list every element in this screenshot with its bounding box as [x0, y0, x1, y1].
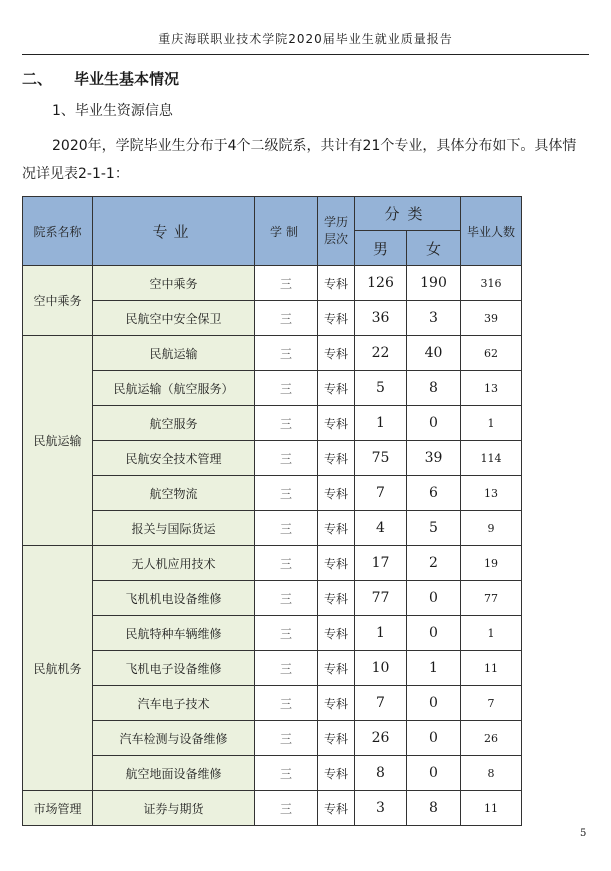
subsection-title: 1、毕业生资源信息: [52, 103, 173, 119]
cell-system: 三: [255, 406, 318, 441]
cell-female: 39: [407, 441, 461, 476]
cell-major: 民航运输: [93, 336, 255, 371]
cell-female: 5: [407, 511, 461, 546]
cell-level: 专科: [318, 476, 355, 511]
table-body: [23, 266, 522, 826]
header-major: 专业: [93, 197, 255, 266]
cell-system: 三: [255, 266, 318, 301]
cell-system: 三: [255, 476, 318, 511]
table-row: [23, 721, 522, 756]
cell-total: 9: [461, 511, 522, 546]
table-row: [23, 756, 522, 791]
cell-total: 114: [461, 441, 522, 476]
cell-total: 77: [461, 581, 522, 616]
cell-level: 专科: [318, 581, 355, 616]
cell-level: 专科: [318, 511, 355, 546]
cell-level: 专科: [318, 756, 355, 791]
cell-female: 1: [407, 651, 461, 686]
header-total: 毕业人数: [461, 197, 522, 266]
cell-male: 75: [355, 441, 407, 476]
cell-level: 专科: [318, 336, 355, 371]
cell-system: 三: [255, 616, 318, 651]
cell-major: 民航运输（航空服务）: [93, 371, 255, 406]
cell-major: 民航安全技术管理: [93, 441, 255, 476]
section-number: 二、: [22, 70, 53, 88]
cell-total: 11: [461, 791, 522, 826]
document-header: 重庆海联职业技术学院2020届毕业生就业质量报告: [158, 32, 453, 46]
cell-total: 8: [461, 756, 522, 791]
table-row: [23, 336, 522, 371]
cell-major: 飞机机电设备维修: [93, 581, 255, 616]
cell-system: 三: [255, 301, 318, 336]
cell-female: 0: [407, 686, 461, 721]
cell-level: 专科: [318, 406, 355, 441]
table-row: [23, 371, 522, 406]
cell-level: 专科: [318, 651, 355, 686]
cell-female: 0: [407, 721, 461, 756]
cell-male: 1: [355, 406, 407, 441]
cell-major: 无人机应用技术: [93, 546, 255, 581]
cell-total: 19: [461, 546, 522, 581]
table-row: [23, 616, 522, 651]
cell-major: 报关与国际货运: [93, 511, 255, 546]
cell-male: 1: [355, 616, 407, 651]
cell-major: 航空服务: [93, 406, 255, 441]
cell-level: 专科: [318, 721, 355, 756]
cell-total: 11: [461, 651, 522, 686]
cell-major: 航空物流: [93, 476, 255, 511]
cell-female: 0: [407, 756, 461, 791]
cell-female: 8: [407, 371, 461, 406]
cell-total: 26: [461, 721, 522, 756]
cell-total: 316: [461, 266, 522, 301]
cell-system: 三: [255, 651, 318, 686]
cell-system: 三: [255, 686, 318, 721]
cell-major: 飞机电子设备维修: [93, 651, 255, 686]
cell-total: 13: [461, 371, 522, 406]
cell-dept: 民航运输: [23, 336, 93, 546]
table-row: [23, 581, 522, 616]
header-rule: [22, 54, 589, 55]
cell-dept: 空中乘务: [23, 266, 93, 336]
cell-major: 汽车电子技术: [93, 686, 255, 721]
table-row: [23, 686, 522, 721]
cell-system: 三: [255, 371, 318, 406]
body-paragraph: 2020年，学院毕业生分布于4个二级院系，共计有21个专业，具体分布如下。具体情况详见表2-1-1：: [22, 138, 577, 182]
cell-total: 1: [461, 406, 522, 441]
cell-male: 8: [355, 756, 407, 791]
cell-level: 专科: [318, 441, 355, 476]
cell-dept: 民航机务: [23, 546, 93, 791]
cell-system: 三: [255, 581, 318, 616]
cell-male: 5: [355, 371, 407, 406]
cell-female: 2: [407, 546, 461, 581]
table-row: [23, 266, 522, 301]
header-female: 女: [407, 231, 461, 266]
cell-level: 专科: [318, 371, 355, 406]
section-title: [22, 68, 179, 89]
cell-male: 126: [355, 266, 407, 301]
cell-total: 13: [461, 476, 522, 511]
header-dept: 院系名称: [23, 197, 93, 266]
table-row: [23, 476, 522, 511]
cell-major: 民航空中安全保卫: [93, 301, 255, 336]
header-category: 分类: [355, 197, 461, 231]
cell-female: 190: [407, 266, 461, 301]
cell-female: 0: [407, 406, 461, 441]
cell-female: 0: [407, 616, 461, 651]
cell-system: 三: [255, 546, 318, 581]
cell-major: 民航特种车辆维修: [93, 616, 255, 651]
cell-major: 证券与期货: [93, 791, 255, 826]
cell-total: 62: [461, 336, 522, 371]
cell-major: 汽车检测与设备维修: [93, 721, 255, 756]
graduates-table: [22, 196, 522, 826]
cell-system: 三: [255, 791, 318, 826]
cell-level: 专科: [318, 791, 355, 826]
cell-level: 专科: [318, 686, 355, 721]
table-row: [23, 651, 522, 686]
header-system: 学制: [255, 197, 318, 266]
cell-dept: 市场管理: [23, 791, 93, 826]
cell-major: 航空地面设备维修: [93, 756, 255, 791]
cell-level: 专科: [318, 616, 355, 651]
table-row: [23, 301, 522, 336]
cell-female: 3: [407, 301, 461, 336]
header-level-line1: 学历: [323, 215, 348, 229]
header-male: 男: [355, 231, 407, 266]
cell-male: 10: [355, 651, 407, 686]
cell-male: 77: [355, 581, 407, 616]
cell-male: 22: [355, 336, 407, 371]
page-number: 5: [580, 828, 587, 839]
cell-total: 1: [461, 616, 522, 651]
table-row: [23, 546, 522, 581]
cell-male: 17: [355, 546, 407, 581]
cell-level: 专科: [318, 301, 355, 336]
table-row: [23, 791, 522, 826]
cell-system: 三: [255, 721, 318, 756]
cell-system: 三: [255, 336, 318, 371]
cell-system: 三: [255, 511, 318, 546]
header-level-line2: 层次: [323, 232, 348, 246]
cell-male: 7: [355, 476, 407, 511]
section-title-text: 毕业生基本情况: [74, 70, 180, 88]
cell-male: 4: [355, 511, 407, 546]
cell-female: 6: [407, 476, 461, 511]
cell-female: 8: [407, 791, 461, 826]
cell-female: 0: [407, 581, 461, 616]
cell-female: 40: [407, 336, 461, 371]
table-row: [23, 406, 522, 441]
cell-level: 专科: [318, 546, 355, 581]
cell-level: 专科: [318, 266, 355, 301]
cell-major: 空中乘务: [93, 266, 255, 301]
cell-total: 7: [461, 686, 522, 721]
header-level: [318, 197, 355, 266]
cell-male: 26: [355, 721, 407, 756]
table-row: [23, 441, 522, 476]
cell-system: 三: [255, 756, 318, 791]
cell-male: 36: [355, 301, 407, 336]
table-row: [23, 511, 522, 546]
cell-male: 3: [355, 791, 407, 826]
cell-male: 7: [355, 686, 407, 721]
cell-system: 三: [255, 441, 318, 476]
cell-total: 39: [461, 301, 522, 336]
